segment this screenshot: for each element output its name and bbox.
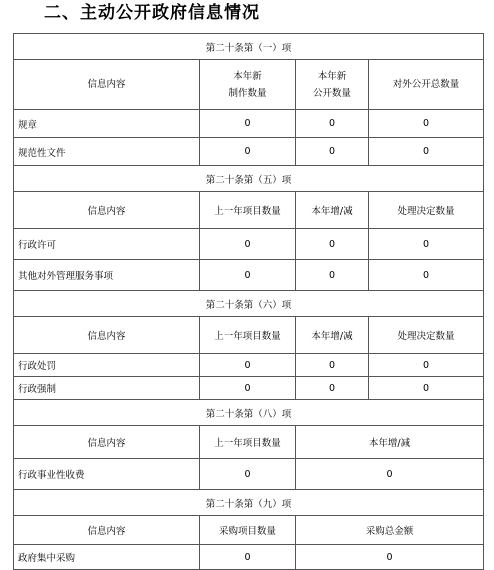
column-header: 上一年项目数量 [200,426,296,459]
cell-value: 0 [296,377,369,400]
cell-value: 0 [200,260,296,291]
column-header: 上一年项目数量 [200,317,296,354]
header-row [14,60,484,110]
column-header: 本年增/减 [296,317,369,354]
cell-value: 0 [296,459,484,490]
column-header: 上一年项目数量 [200,192,296,229]
header-text: 本年新 公开数量 [312,70,351,99]
cell-value: 0 [200,377,296,400]
row-label: 行政许可 [14,229,200,260]
section-title-row [14,400,484,426]
column-header: 信息内容 [14,426,200,459]
cell-value: 0 [296,354,369,377]
table-row [14,459,484,490]
section-title: 第二十条第（五）项 [14,166,484,192]
table-row [14,260,484,291]
section-title: 第二十条第（六）项 [14,291,484,317]
cell-value: 0 [369,354,484,377]
cropped-next-line [0,554,494,560]
section-title-row [14,291,484,317]
row-label: 规章 [14,110,200,138]
cell-value: 0 [369,138,484,166]
row-label: 规范性文件 [14,138,200,166]
cell-value: 0 [200,459,296,490]
cell-value: 0 [296,110,369,138]
cell-value: 0 [369,260,484,291]
row-label: 行政强制 [14,377,200,400]
column-header: 处理决定数量 [369,317,484,354]
cell-value: 0 [296,260,369,291]
section-title-row [14,34,484,60]
column-header: 信息内容 [14,192,200,229]
column-header [200,60,296,110]
column-header: 信息内容 [14,317,200,354]
cell-value: 0 [200,229,296,260]
cell-value: 0 [369,110,484,138]
cell-value: 0 [200,138,296,166]
section-title: 第二十条第（九）项 [14,490,484,516]
header-row [14,516,484,545]
column-header: 本年增/减 [296,426,484,459]
cell-value: 0 [296,545,484,570]
header-text: 本年新 制作数量 [228,70,267,99]
cell-value: 0 [369,229,484,260]
column-header: 采购总金额 [296,516,484,545]
column-header: 信息内容 [14,516,200,545]
row-label: 行政事业性收费 [14,459,200,490]
header-row [14,317,484,354]
section-title-row [14,490,484,516]
section-title: 第二十条第（八）项 [14,400,484,426]
cell-value: 0 [369,377,484,400]
header-row [14,192,484,229]
disclosure-table [13,33,484,570]
table-row [14,377,484,400]
column-header [296,60,369,110]
cell-value: 0 [200,110,296,138]
header-row [14,426,484,459]
cell-value: 0 [296,229,369,260]
table-row [14,229,484,260]
column-header: 本年增/减 [296,192,369,229]
column-header: 信息内容 [14,60,200,110]
row-label: 其他对外管理服务事项 [14,260,200,291]
cell-value: 0 [296,138,369,166]
cell-value: 0 [200,354,296,377]
column-header: 对外公开总数量 [369,60,484,110]
row-label: 政府集中采购 [14,545,200,570]
table-row [14,110,484,138]
section-title-row [14,166,484,192]
table-row [14,138,484,166]
section-title: 第二十条第（一）项 [14,34,484,60]
cell-value: 0 [200,545,296,570]
column-header: 采购项目数量 [200,516,296,545]
table-row [14,354,484,377]
column-header: 处理决定数量 [369,192,484,229]
row-label: 行政处罚 [14,354,200,377]
section-heading: 二、主动公开政府信息情况 [44,3,260,23]
